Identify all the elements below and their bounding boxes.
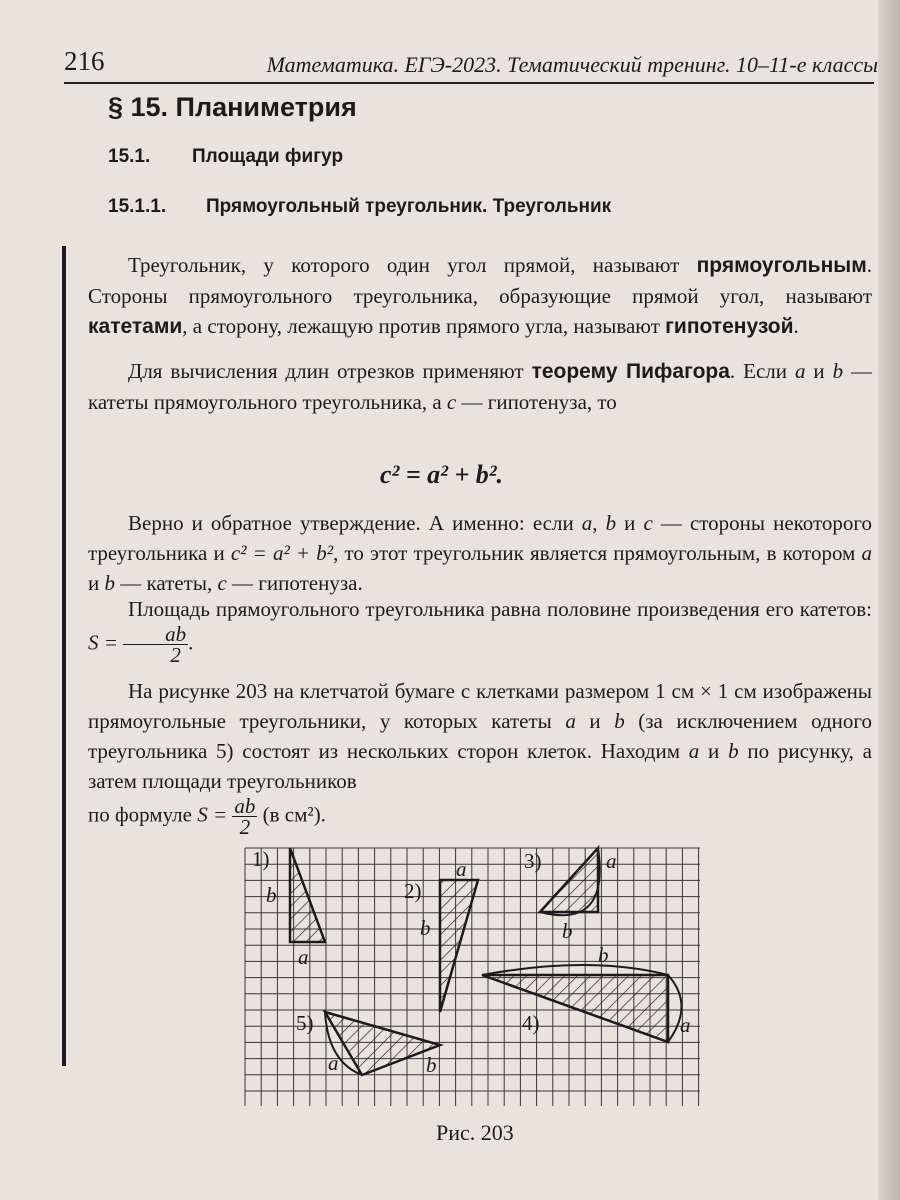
section-heading: § 15. Планиметрия: [108, 92, 357, 122]
label-a-t4: a: [680, 1013, 691, 1037]
label-triangle-4: 4): [522, 1011, 540, 1035]
term-legs: катетами: [88, 315, 183, 338]
var-b: b: [614, 709, 625, 733]
label-triangle-2: 2): [404, 879, 422, 903]
text-run: (в см²).: [257, 802, 326, 827]
label-a-t5: a: [328, 1051, 339, 1075]
text-run: — катеты прямоугольного треугольника, а: [88, 359, 873, 414]
label-a-t1: a: [298, 945, 309, 969]
text-run: , то этот треугольник является прямоугольным, в котором: [333, 541, 862, 565]
text-run: по формуле: [88, 802, 198, 827]
label-b-t4: b: [598, 943, 609, 967]
text-run: и: [575, 709, 615, 733]
text-run: и: [616, 511, 644, 535]
running-title: Математика. ЕГЭ-2023. Тематический тренинг. 10–11-е классы: [266, 52, 878, 77]
text-run: . Если: [729, 359, 795, 383]
text-run: ,: [592, 511, 606, 535]
label-b-t1: b: [266, 883, 277, 907]
subsection-title: Площади фигур: [192, 146, 344, 167]
label-a-t2: a: [456, 857, 467, 881]
text-run: Верно и обратное утверждение. А именно: если: [128, 511, 582, 535]
text-run: , а сторону, лежащую против прямого угла, называют: [182, 314, 666, 338]
text-run: и: [88, 571, 105, 595]
text-run: и: [805, 359, 833, 383]
label-b-t3: b: [562, 919, 573, 943]
text-run: по рисунку, а затем площади треугольников: [88, 739, 872, 793]
var-b: b: [728, 739, 739, 763]
triangle-4: [482, 975, 668, 1042]
var-c: c: [643, 511, 653, 535]
var-a: a: [794, 359, 806, 383]
label-triangle-3: 3): [524, 849, 542, 873]
var-c: c: [446, 390, 457, 414]
label-triangle-5: 5): [296, 1011, 314, 1035]
text-run: .: [188, 630, 194, 655]
term-hypotenuse: гипотенузой: [665, 315, 794, 338]
var-a: a: [581, 511, 593, 535]
term-pythagorean-theorem: теорему Пифагора: [531, 360, 730, 383]
label-a-t3: a: [606, 849, 617, 873]
subsection-number: 15.1.: [108, 146, 151, 167]
var-a: a: [688, 739, 700, 763]
fraction-numerator: ab: [234, 794, 256, 818]
text-run: . Стороны прямоугольного треугольника, образующие прямой угол, называют: [88, 253, 872, 308]
figure-caption: Рис. 203: [436, 1120, 514, 1145]
text-run: — гипотенуза, то: [456, 390, 617, 414]
var-a: a: [565, 709, 576, 733]
text-run: Площадь прямоугольного треугольника равна половине произведения его катетов:: [128, 597, 872, 621]
inline-equation: c² = a² + b²: [230, 541, 334, 565]
var-b: b: [104, 571, 115, 595]
triangle-4-arc: [482, 965, 668, 975]
area-symbol: S =: [197, 802, 228, 827]
text-run: — гипотенуза.: [226, 571, 363, 595]
var-a: a: [861, 541, 872, 565]
text-run: (за исключением одного треугольника 5) состоят из нескольких сторон клеток. Находим: [88, 709, 873, 763]
text-run: .: [793, 314, 799, 338]
triangle-1: [290, 848, 325, 942]
label-b-t5: b: [426, 1053, 437, 1077]
var-c: c: [217, 571, 227, 595]
label-b-t2: b: [420, 916, 431, 940]
area-symbol: S =: [88, 630, 118, 655]
var-b: b: [605, 511, 617, 535]
text-run: На рисунке 203 на клетчатой бумаге с клетками размером 1 см × 1 см изображены прямоугольные треугольники, у которых катеты: [88, 679, 872, 733]
text-run: — катеты,: [115, 571, 218, 595]
fraction-denominator: 2: [239, 815, 251, 839]
page-number: 216: [64, 46, 105, 76]
text-run: Треугольник, у которого один угол прямой, называют: [128, 253, 697, 277]
fraction-denominator: 2: [170, 643, 181, 667]
text-run: Для вычисления длин отрезков применяют: [128, 359, 532, 383]
subsubsection-number: 15.1.1.: [108, 196, 167, 217]
subsubsection-title: Прямоугольный треугольник. Треугольник: [206, 196, 612, 217]
text-run: и: [699, 739, 729, 763]
pythagoras-formula: c² = a² + b².: [380, 460, 504, 489]
text-run: — стороны некоторого треугольника и: [88, 511, 872, 565]
var-b: b: [832, 359, 844, 383]
label-triangle-1: 1): [252, 847, 270, 871]
term-right-triangle: прямоугольным: [696, 254, 867, 277]
fraction-numerator: ab: [123, 624, 188, 645]
